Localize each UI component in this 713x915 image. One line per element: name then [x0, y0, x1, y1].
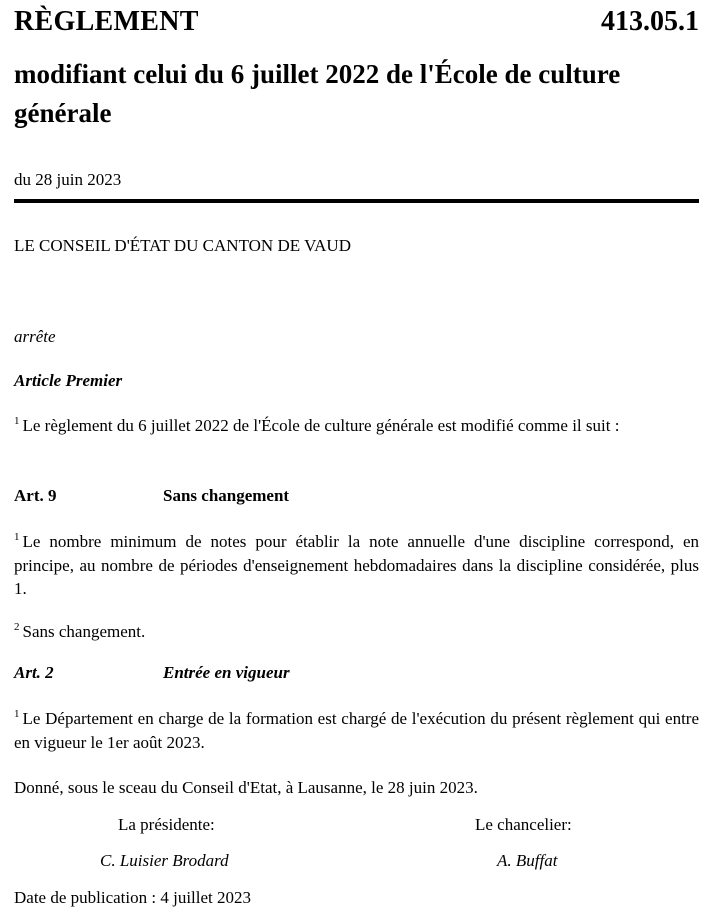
article-premier-title: Article Premier	[14, 371, 123, 390]
paragraph-number: 1	[14, 708, 20, 721]
article-number: Art. 2	[14, 663, 54, 682]
publication-date: Date de publication : 4 juillet 2023	[14, 888, 252, 907]
paragraph-number: 2	[14, 621, 20, 634]
paragraph-text: Sans changement.	[22, 622, 146, 641]
issuer: LE CONSEIL D'ÉTAT DU CANTON DE VAUD	[14, 236, 351, 255]
article-number: Art. 9	[14, 486, 57, 505]
art-9-paragraph-1	[14, 530, 699, 601]
document-type: RÈGLEMENT	[14, 6, 199, 37]
document-title: modifiant celui du 6 juillet 2022 de l'École de culture générale	[14, 59, 621, 128]
document-page	[14, 0, 699, 915]
article-premier-paragraph-1	[14, 414, 699, 438]
art-9-paragraph-2	[14, 620, 699, 644]
signature-name-right: A. Buffat	[497, 851, 558, 870]
art-9-heading	[14, 486, 699, 508]
paragraph-text: Le règlement du 6 juillet 2022 de l'École de culture générale est modifié comme il suit :	[22, 416, 620, 435]
signature-role-right: Le chancelier:	[475, 815, 572, 834]
paragraph-text: Le Département en charge de la formation est chargé de l'exécution du présent règlement qui entre en vigueur le 1er août 2023.	[14, 709, 699, 752]
signature-role-left: La présidente:	[118, 815, 215, 834]
signature-name-left: C. Luisier Brodard	[100, 851, 229, 870]
paragraph-text: Le nombre minimum de notes pour établir la note annuelle d'une discipline correspond, en principe, au nombre de périodes d'enseignement hebdomadaires dans la discipline considérée, plus 1.	[14, 532, 699, 598]
given-statement: Donné, sous le sceau du Conseil d'Etat, à Lausanne, le 28 juin 2023.	[14, 778, 478, 797]
paragraph-number: 1	[14, 415, 20, 428]
document-header	[14, 6, 699, 42]
document-date: du 28 juin 2023	[14, 170, 122, 189]
document-number: 413.05.1	[601, 6, 699, 37]
art-2-paragraph-1	[14, 707, 699, 754]
paragraph-number: 1	[14, 531, 20, 544]
article-label: Entrée en vigueur	[163, 663, 290, 682]
arrete-word: arrête	[14, 327, 56, 346]
art-2-heading	[14, 663, 699, 685]
article-label: Sans changement	[163, 486, 290, 505]
header-divider	[14, 199, 699, 203]
